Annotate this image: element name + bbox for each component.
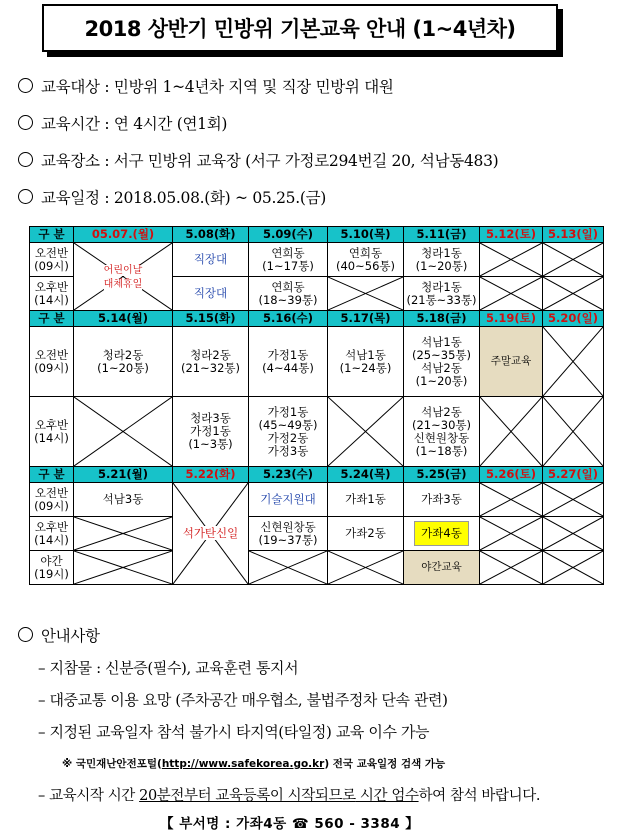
class-cell: 청라2동 (21~32통) — [173, 327, 249, 397]
week1-header-row — [30, 227, 604, 243]
date-cell: 5.14(월) — [74, 311, 173, 327]
cross-mark-icon — [543, 277, 603, 310]
empty-cell — [543, 397, 604, 467]
week3-am-row — [30, 483, 604, 517]
date-cell: 5.23(수) — [249, 467, 328, 483]
circle-bullet-icon — [18, 115, 33, 130]
cross-mark-icon — [543, 517, 603, 550]
empty-cell — [543, 483, 604, 517]
empty-cell — [480, 277, 543, 311]
class-cell: 가정1동 (4~44통) — [249, 327, 328, 397]
class-cell: 청라2동 (1~20통) — [74, 327, 173, 397]
info-target: 교육대상 : 민방위 1~4년차 지역 및 직장 민방위 대원 — [18, 75, 394, 97]
class-cell-highlight — [404, 517, 480, 551]
class-cell: 기술지원대 — [249, 483, 328, 517]
holiday-cell — [74, 243, 173, 311]
session-label: 오후반 (14시) — [30, 277, 74, 311]
cross-mark-icon — [480, 517, 542, 550]
cross-mark-icon — [328, 397, 403, 466]
week3-pm-row — [30, 517, 604, 551]
cross-mark-icon — [543, 397, 603, 466]
date-cell: 5.21(월) — [74, 467, 173, 483]
week3-night-row — [30, 551, 604, 585]
portal-link[interactable]: http://www.safekorea.go.kr — [161, 758, 325, 770]
week2-pm-row — [30, 397, 604, 467]
date-cell: 5.09(수) — [249, 227, 328, 243]
weekend-class-cell: 주말교육 — [480, 327, 543, 397]
session-label: 오전반 (09시) — [30, 483, 74, 517]
week3-header-row — [30, 467, 604, 483]
empty-cell — [328, 551, 404, 585]
empty-cell — [543, 277, 604, 311]
week2-am-row — [30, 327, 604, 397]
portal-note: ※ 국민재난안전포털(http://www.safekorea.go.kr) 전국 교육일정 검색 가능 — [62, 758, 446, 770]
empty-cell — [74, 397, 173, 467]
empty-cell — [249, 551, 328, 585]
holiday-cell — [173, 483, 249, 585]
cross-mark-icon — [480, 551, 542, 584]
circle-bullet-icon — [18, 189, 33, 204]
class-cell: 석남1동 (1~24통) — [328, 327, 404, 397]
header-label: 구 분 — [30, 467, 74, 483]
date-cell: 5.26(토) — [480, 467, 543, 483]
cross-mark-icon — [74, 243, 172, 310]
note-item: – 지참물 : 신분증(필수), 교육훈련 통지서 — [38, 659, 299, 677]
date-cell: 5.13(일) — [543, 227, 604, 243]
week1-am-row — [30, 243, 604, 277]
empty-cell — [480, 551, 543, 585]
note-last: – 교육시작 시간 20분전부터 교육등록이 시작되므로 시간 엄수하여 참석 바랍니다. — [38, 788, 541, 804]
date-cell: 5.15(화) — [173, 311, 249, 327]
session-label: 오후반 (14시) — [30, 517, 74, 551]
empty-cell — [328, 397, 404, 467]
info-time: 교육시간 : 연 4시간 (연1회) — [18, 112, 227, 134]
schedule-table — [29, 226, 604, 585]
cross-mark-icon — [74, 397, 172, 466]
class-cell: 가정1동 (45~49통) 가정2동 가정3동 — [249, 397, 328, 467]
class-cell: 직장대 — [173, 277, 249, 311]
class-cell: 연희동 (40~56통) — [328, 243, 404, 277]
cross-mark-icon — [543, 243, 603, 276]
class-cell: 신현원창동 (19~37통) — [249, 517, 328, 551]
date-cell: 5.12(토) — [480, 227, 543, 243]
date-cell: 5.17(목) — [328, 311, 404, 327]
class-cell: 가좌1동 — [328, 483, 404, 517]
class-cell: 연희동 (18~39통) — [249, 277, 328, 311]
empty-cell — [480, 483, 543, 517]
date-cell: 05.07.(월) — [74, 227, 173, 243]
cross-mark-icon — [480, 397, 542, 466]
date-cell: 5.24(목) — [328, 467, 404, 483]
cross-mark-icon — [328, 277, 403, 310]
note-item: – 지정된 교육일자 참석 불가시 타지역(타일정) 교육 이수 가능 — [38, 723, 430, 741]
empty-cell — [480, 397, 543, 467]
highlight-label: 가좌4동 — [414, 521, 469, 546]
note-item: – 대중교통 이용 요망 (주차공간 매우협소, 불법주정차 단속 관련) — [38, 691, 448, 709]
cross-mark-icon — [543, 551, 603, 584]
class-cell: 석남1동 (25~35통) 석남2동 (1~20통) — [404, 327, 480, 397]
session-label: 오전반 (09시) — [30, 243, 74, 277]
cross-mark-icon — [74, 551, 172, 584]
class-cell: 가좌2동 — [328, 517, 404, 551]
empty-cell — [543, 551, 604, 585]
cross-mark-icon — [543, 483, 603, 516]
date-cell: 5.08(화) — [173, 227, 249, 243]
info-dates: 교육일정 : 2018.05.08.(화) ~ 05.25.(금) — [18, 186, 326, 208]
empty-cell — [543, 243, 604, 277]
session-label: 오전반 (09시) — [30, 327, 74, 397]
cross-mark-icon — [74, 517, 172, 550]
date-cell: 5.22(화) — [173, 467, 249, 483]
empty-cell — [480, 517, 543, 551]
date-cell: 5.19(토) — [480, 311, 543, 327]
class-cell: 청라1동 (1~20통) — [404, 243, 480, 277]
cross-mark-icon — [480, 243, 542, 276]
date-cell: 5.27(일) — [543, 467, 604, 483]
circle-bullet-icon — [18, 78, 33, 93]
empty-cell — [543, 517, 604, 551]
class-cell: 직장대 — [173, 243, 249, 277]
class-cell: 석남2동 (21~30통) 신현원창동 (1~18통) — [404, 397, 480, 467]
empty-cell — [74, 517, 173, 551]
session-label: 야간 (19시) — [30, 551, 74, 585]
cross-mark-icon — [480, 483, 542, 516]
header-label: 구 분 — [30, 311, 74, 327]
cross-mark-icon — [249, 551, 327, 584]
session-label: 오후반 (14시) — [30, 397, 74, 467]
date-cell: 5.11(금) — [404, 227, 480, 243]
class-cell: 연희동 (1~17통) — [249, 243, 328, 277]
contact-line: 【 부서명 : 가좌4동 ☎ 560 - 3384 】 — [160, 816, 420, 832]
class-cell: 청라1동 (21통~33통) — [404, 277, 480, 311]
empty-cell — [74, 551, 173, 585]
cross-mark-icon — [543, 327, 603, 396]
date-cell: 5.10(목) — [328, 227, 404, 243]
circle-bullet-icon — [18, 152, 33, 167]
night-class-cell: 야간교육 — [404, 551, 480, 585]
holiday-label: 어린이날 대체휴일 — [103, 264, 143, 290]
circle-bullet-icon — [18, 627, 33, 642]
holiday-label: 석가탄신일 — [182, 526, 239, 540]
empty-cell — [480, 243, 543, 277]
cross-mark-icon — [480, 277, 542, 310]
date-cell: 5.20(일) — [543, 311, 604, 327]
info-place: 교육장소 : 서구 민방위 교육장 (서구 가정로294번길 20, 석남동483) — [18, 149, 498, 171]
date-cell: 5.25(금) — [404, 467, 480, 483]
class-cell: 석남3동 — [74, 483, 173, 517]
header-label: 구 분 — [30, 227, 74, 243]
date-cell: 5.16(수) — [249, 311, 328, 327]
class-cell: 가좌3동 — [404, 483, 480, 517]
class-cell: 청라3동 가정1동 (1~3통) — [173, 397, 249, 467]
empty-cell — [543, 327, 604, 397]
page-title: 2018 상반기 민방위 기본교육 안내 (1~4년차) — [42, 4, 558, 52]
empty-cell — [328, 277, 404, 311]
cross-mark-icon — [328, 551, 403, 584]
date-cell: 5.18(금) — [404, 311, 480, 327]
week2-header-row — [30, 311, 604, 327]
notes-heading: 안내사항 — [18, 624, 100, 646]
